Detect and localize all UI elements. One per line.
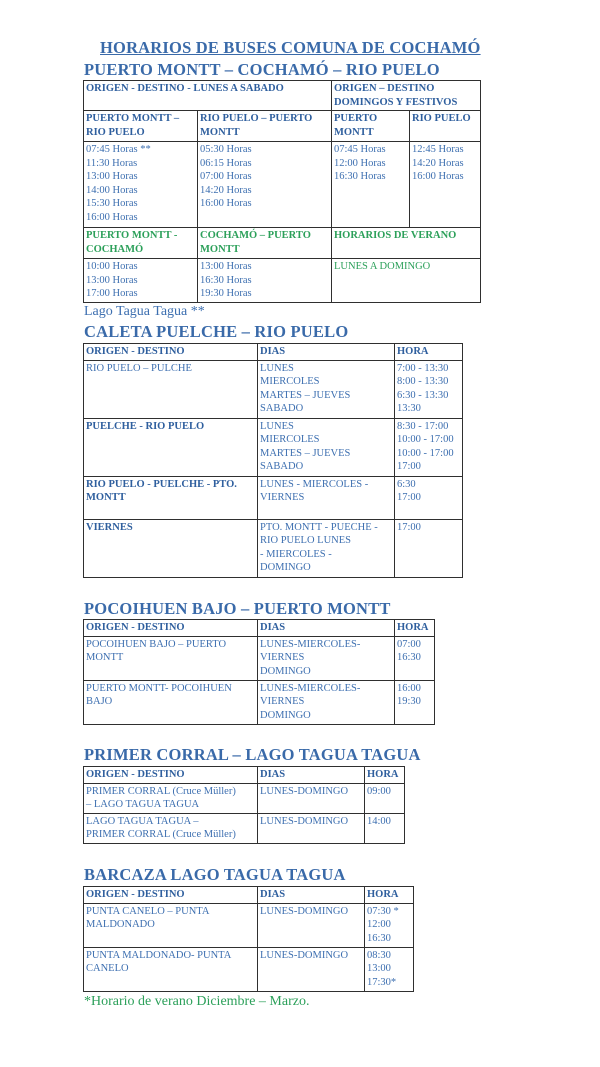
origen-cell: VIERNES: [84, 519, 258, 577]
dias-cell: PTO. MONTT - PUECHE - RIO PUELO LUNES - MIERCOLES - DOMINGO: [258, 519, 395, 577]
column-header: ORIGEN - DESTINO: [84, 767, 258, 784]
times-cell: 07:45 Horas ** 11:30 Horas 13:00 Horas 14:00 Horas 15:30 Horas 16:00 Horas: [84, 142, 198, 228]
hora-cell: 14:00: [365, 813, 405, 843]
column-header: DIAS: [258, 887, 365, 904]
origen-cell: LAGO TAGUA TAGUA – PRIMER CORRAL (Cruce Müller): [84, 813, 258, 843]
hora-cell: 07:00 16:30: [395, 636, 435, 680]
origen-cell: PRIMER CORRAL (Cruce Müller) – LAGO TAGUA TAGUA: [84, 783, 258, 813]
hora-cell: 6:30 17:00: [395, 476, 463, 519]
dias-cell: LUNES-DOMINGO: [258, 903, 365, 947]
column-header: DIAS: [258, 767, 365, 784]
hora-cell: 7:00 - 13:30 8:00 - 13:30 6:30 - 13:30 13:30: [395, 360, 463, 418]
section-title-primer-corral: PRIMER CORRAL – LAGO TAGUA TAGUA: [84, 745, 421, 764]
schedule-table-puerto-montt-cochamo: [83, 80, 481, 303]
column-header: DIAS: [258, 620, 395, 637]
dias-cell: LUNES MIERCOLES MARTES – JUEVES SABADO: [258, 418, 395, 476]
dias-cell: LUNES-MIERCOLES- VIERNES DOMINGO: [258, 680, 395, 724]
header-domingos-festivos: ORIGEN – DESTINO DOMINGOS Y FESTIVOS: [332, 81, 481, 111]
column-header: RIO PUELO – PUERTO MONTT: [198, 111, 332, 142]
times-cell: 10:00 Horas 13:00 Horas 17:00 Horas: [84, 259, 198, 303]
footer-note-horario-verano: *Horario de verano Diciembre – Marzo.: [84, 994, 310, 1009]
hora-cell: 09:00: [365, 783, 405, 813]
times-cell: 13:00 Horas 16:30 Horas 19:30 Horas: [198, 259, 332, 303]
subheader: COCHAMÓ – PUERTO MONTT: [198, 228, 332, 259]
origen-cell: PUNTA CANELO – PUNTA MALDONADO: [84, 903, 258, 947]
section-title-pocoihuen-bajo: POCOIHUEN BAJO – PUERTO MONTT: [84, 599, 391, 618]
column-header: ORIGEN - DESTINO: [84, 887, 258, 904]
column-header: DIAS: [258, 344, 395, 361]
origen-cell: RIO PUELO – PULCHE: [84, 360, 258, 418]
column-header: ORIGEN - DESTINO: [84, 344, 258, 361]
section-title-puerto-montt-rio-puelo: PUERTO MONTT – COCHAMÓ – RIO PUELO: [84, 60, 440, 79]
column-header: HORA: [395, 620, 435, 637]
column-header: PUERTO MONTT – RIO PUELO: [84, 111, 198, 142]
hora-cell: 8:30 - 17:00 10:00 - 17:00 10:00 - 17:00 17:00: [395, 418, 463, 476]
footnote-lago-tagua-tagua: Lago Tagua Tagua **: [84, 304, 205, 319]
column-header: HORA: [365, 887, 414, 904]
times-cell: 05:30 Horas 06:15 Horas 07:00 Horas 14:20 Horas 16:00 Horas: [198, 142, 332, 228]
hora-cell: 07:30 * 12:00 16:30: [365, 903, 414, 947]
verano-days-cell: LUNES A DOMINGO: [332, 259, 481, 303]
dias-cell: LUNES-DOMINGO: [258, 813, 365, 843]
origen-cell: POCOIHUEN BAJO – PUERTO MONTT: [84, 636, 258, 680]
hora-cell: 08:30 13:00 17:30*: [365, 947, 414, 991]
section-title-caleta-puelche: CALETA PUELCHE – RIO PUELO: [84, 322, 349, 341]
column-header: HORA: [365, 767, 405, 784]
schedule-table-caleta-puelche: [83, 343, 463, 578]
header-lunes-a-sabado: ORIGEN - DESTINO - LUNES A SABADO: [84, 81, 332, 111]
page-title: HORARIOS DE BUSES COMUNA DE COCHAMÓ: [100, 38, 481, 57]
subheader-verano: HORARIOS DE VERANO: [332, 228, 481, 259]
dias-cell: LUNES-DOMINGO: [258, 783, 365, 813]
schedule-table-primer-corral: [83, 766, 405, 844]
origen-cell: PUNTA MALDONADO- PUNTA CANELO: [84, 947, 258, 991]
column-header: RIO PUELO: [410, 111, 481, 142]
column-header: HORA: [395, 344, 463, 361]
times-cell: 07:45 Horas 12:00 Horas 16:30 Horas: [332, 142, 410, 228]
schedule-table-pocoihuen-bajo: [83, 619, 435, 725]
dias-cell: LUNES - MIERCOLES - VIERNES: [258, 476, 395, 519]
hora-cell: 17:00: [395, 519, 463, 577]
column-header: PUERTO MONTT: [332, 111, 410, 142]
dias-cell: LUNES MIERCOLES MARTES – JUEVES SABADO: [258, 360, 395, 418]
hora-cell: 16:00 19:30: [395, 680, 435, 724]
origen-cell: PUERTO MONTT- POCOIHUEN BAJO: [84, 680, 258, 724]
schedule-table-barcaza: [83, 886, 414, 992]
dias-cell: LUNES-DOMINGO: [258, 947, 365, 991]
origen-cell: PUELCHE - RIO PUELO: [84, 418, 258, 476]
section-title-barcaza: BARCAZA LAGO TAGUA TAGUA: [84, 865, 346, 884]
dias-cell: LUNES-MIERCOLES- VIERNES DOMINGO: [258, 636, 395, 680]
subheader: PUERTO MONTT - COCHAMÓ: [84, 228, 198, 259]
times-cell: 12:45 Horas 14:20 Horas 16:00 Horas: [410, 142, 481, 228]
origen-cell: RIO PUELO - PUELCHE - PTO. MONTT: [84, 476, 258, 519]
column-header: ORIGEN - DESTINO: [84, 620, 258, 637]
